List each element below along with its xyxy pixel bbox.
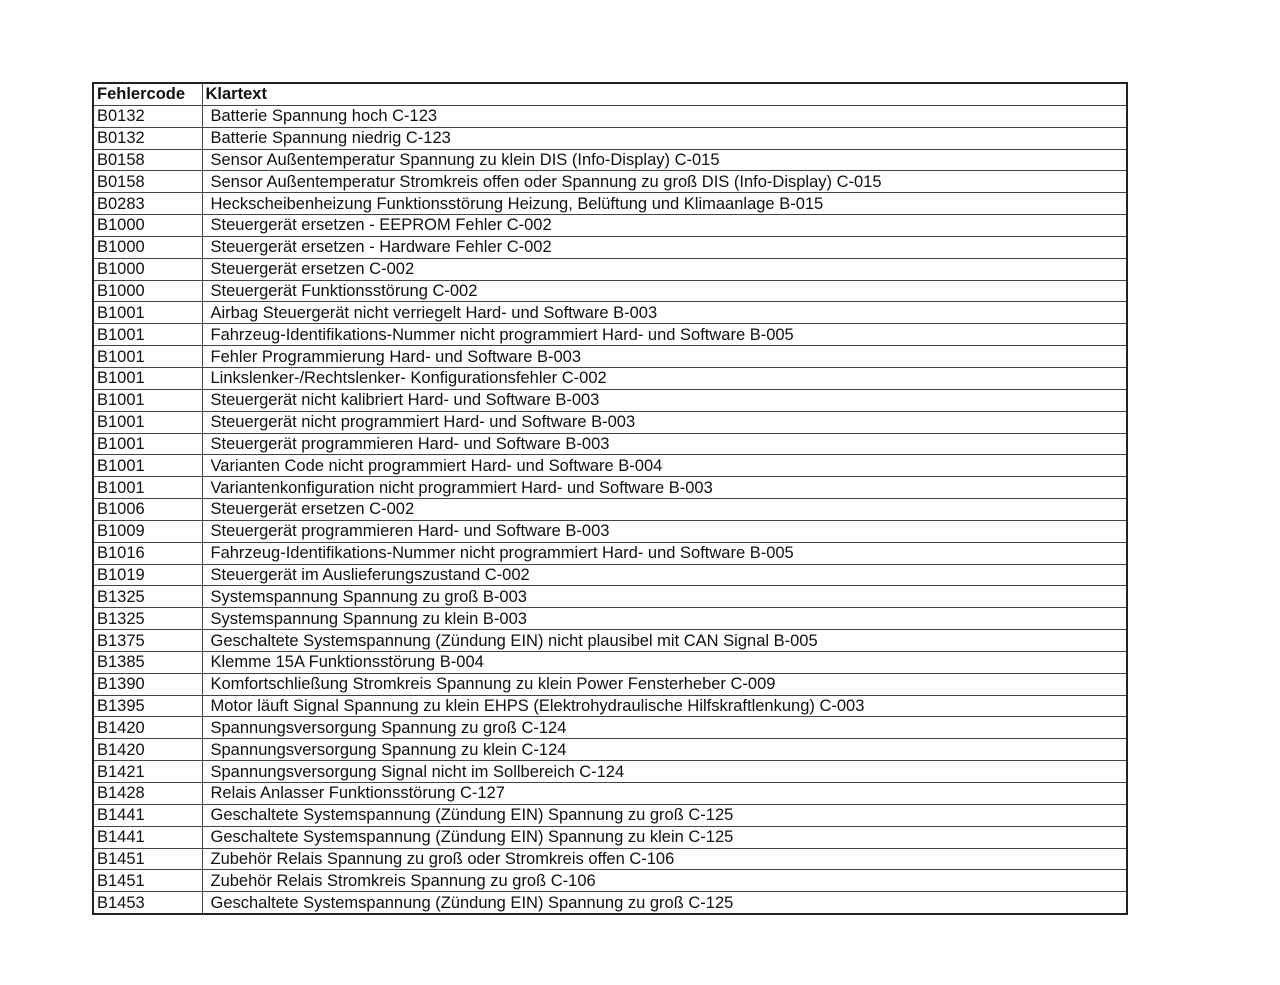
table-row (93, 695, 1127, 717)
fault-code-cell: B1441 (93, 804, 202, 826)
table-row (93, 542, 1127, 564)
table-row (93, 608, 1127, 630)
table-row (93, 804, 1127, 826)
table-row (93, 258, 1127, 280)
fault-code-cell: B0283 (93, 193, 202, 215)
table-row (93, 149, 1127, 171)
fault-code-cell: B1325 (93, 608, 202, 630)
fault-description-cell: Heckscheibenheizung Funktionsstörung Heizung, Belüftung und Klimaanlage B-015 (202, 193, 1127, 215)
table-row (93, 477, 1127, 499)
table-row (93, 892, 1127, 914)
header-klartext: Klartext (202, 83, 1127, 105)
fault-description-cell: Zubehör Relais Spannung zu groß oder Stromkreis offen C-106 (202, 848, 1127, 870)
table-row (93, 346, 1127, 368)
fault-code-cell: B1390 (93, 673, 202, 695)
fault-code-cell: B1001 (93, 389, 202, 411)
fault-code-cell: B1000 (93, 280, 202, 302)
fault-code-cell: B0158 (93, 171, 202, 193)
fault-code-cell: B1001 (93, 477, 202, 499)
table-row (93, 761, 1127, 783)
table-row (93, 630, 1127, 652)
fault-description-cell: Steuergerät ersetzen C-002 (202, 258, 1127, 280)
table-row (93, 651, 1127, 673)
fault-description-cell: Varianten Code nicht programmiert Hard- und Software B-004 (202, 455, 1127, 477)
fault-code-cell: B1451 (93, 848, 202, 870)
table-row (93, 324, 1127, 346)
fault-description-cell: Systemspannung Spannung zu groß B-003 (202, 586, 1127, 608)
fault-code-cell: B1001 (93, 433, 202, 455)
fault-code-cell: B1421 (93, 761, 202, 783)
fault-code-cell: B0158 (93, 149, 202, 171)
fault-code-cell: B0132 (93, 127, 202, 149)
fault-description-cell: Komfortschließung Stromkreis Spannung zu klein Power Fensterheber C-009 (202, 673, 1127, 695)
fault-description-cell: Spannungsversorgung Spannung zu groß C-124 (202, 717, 1127, 739)
fault-description-cell: Fahrzeug-Identifikations-Nummer nicht programmiert Hard- und Software B-005 (202, 542, 1127, 564)
fault-description-cell: Relais Anlasser Funktionsstörung C-127 (202, 783, 1127, 805)
table-row (93, 171, 1127, 193)
fault-description-cell: Fehler Programmierung Hard- und Software B-003 (202, 346, 1127, 368)
table-row (93, 499, 1127, 521)
table-row (93, 848, 1127, 870)
table-row (93, 127, 1127, 149)
table-row (93, 783, 1127, 805)
fault-description-cell: Steuergerät im Auslieferungszustand C-002 (202, 564, 1127, 586)
table-row (93, 455, 1127, 477)
fault-code-cell: B1001 (93, 411, 202, 433)
fault-code-cell: B1428 (93, 783, 202, 805)
fault-code-cell: B1019 (93, 564, 202, 586)
fault-description-cell: Variantenkonfiguration nicht programmiert Hard- und Software B-003 (202, 477, 1127, 499)
table-row (93, 673, 1127, 695)
table-row (93, 433, 1127, 455)
header-fehlercode: Fehlercode (93, 83, 202, 105)
table-row (93, 586, 1127, 608)
table-row (93, 280, 1127, 302)
fault-code-cell: B1001 (93, 302, 202, 324)
fault-code-cell: B1000 (93, 258, 202, 280)
table-row (93, 105, 1127, 127)
fault-description-cell: Motor läuft Signal Spannung zu klein EHPS (Elektrohydraulische Hilfskraftlenkung) C-003 (202, 695, 1127, 717)
fault-code-cell: B1441 (93, 826, 202, 848)
table-row (93, 739, 1127, 761)
fault-description-cell: Fahrzeug-Identifikations-Nummer nicht programmiert Hard- und Software B-005 (202, 324, 1127, 346)
fault-description-cell: Geschaltete Systemspannung (Zündung EIN) Spannung zu groß C-125 (202, 804, 1127, 826)
fault-description-cell: Steuergerät ersetzen - EEPROM Fehler C-002 (202, 215, 1127, 237)
fault-description-cell: Steuergerät programmieren Hard- und Software B-003 (202, 520, 1127, 542)
fault-code-cell: B1325 (93, 586, 202, 608)
fault-code-cell: B1000 (93, 215, 202, 237)
fault-code-cell: B1006 (93, 499, 202, 521)
fault-code-cell: B1001 (93, 367, 202, 389)
fault-code-cell: B1001 (93, 324, 202, 346)
fault-description-cell: Sensor Außentemperatur Spannung zu klein DIS (Info-Display) C-015 (202, 149, 1127, 171)
table-row (93, 564, 1127, 586)
fault-code-cell: B1420 (93, 717, 202, 739)
fault-code-cell: B1016 (93, 542, 202, 564)
fault-description-cell: Klemme 15A Funktionsstörung B-004 (202, 651, 1127, 673)
fault-code-cell: B1001 (93, 346, 202, 368)
fault-description-cell: Airbag Steuergerät nicht verriegelt Hard- und Software B-003 (202, 302, 1127, 324)
table-row (93, 367, 1127, 389)
fault-description-cell: Steuergerät nicht kalibriert Hard- und Software B-003 (202, 389, 1127, 411)
fault-code-cell: B1000 (93, 236, 202, 258)
fault-code-table (92, 82, 1128, 915)
table-row (93, 193, 1127, 215)
table-row (93, 302, 1127, 324)
fault-code-cell: B1453 (93, 892, 202, 914)
fault-description-cell: Spannungsversorgung Spannung zu klein C-124 (202, 739, 1127, 761)
fault-code-cell: B1009 (93, 520, 202, 542)
fault-description-cell: Sensor Außentemperatur Stromkreis offen oder Spannung zu groß DIS (Info-Display) C-015 (202, 171, 1127, 193)
table-row (93, 826, 1127, 848)
fault-code-cell: B1395 (93, 695, 202, 717)
table-row (93, 236, 1127, 258)
fault-code-cell: B1375 (93, 630, 202, 652)
table-body (93, 105, 1127, 914)
fault-code-cell: B0132 (93, 105, 202, 127)
table-row (93, 411, 1127, 433)
fault-code-cell: B1420 (93, 739, 202, 761)
fault-code-cell: B1001 (93, 455, 202, 477)
fault-description-cell: Geschaltete Systemspannung (Zündung EIN) Spannung zu groß C-125 (202, 892, 1127, 914)
fault-description-cell: Batterie Spannung niedrig C-123 (202, 127, 1127, 149)
fault-description-cell: Steuergerät ersetzen - Hardware Fehler C-002 (202, 236, 1127, 258)
table-row (93, 520, 1127, 542)
fault-description-cell: Geschaltete Systemspannung (Zündung EIN) Spannung zu klein C-125 (202, 826, 1127, 848)
fault-description-cell: Spannungsversorgung Signal nicht im Sollbereich C-124 (202, 761, 1127, 783)
header-row (93, 83, 1127, 105)
fault-description-cell: Steuergerät ersetzen C-002 (202, 499, 1127, 521)
table-row (93, 870, 1127, 892)
fault-code-cell: B1451 (93, 870, 202, 892)
fault-description-cell: Steuergerät programmieren Hard- und Software B-003 (202, 433, 1127, 455)
table-row (93, 389, 1127, 411)
fault-description-cell: Systemspannung Spannung zu klein B-003 (202, 608, 1127, 630)
fault-description-cell: Steuergerät Funktionsstörung C-002 (202, 280, 1127, 302)
fault-description-cell: Zubehör Relais Stromkreis Spannung zu groß C-106 (202, 870, 1127, 892)
fault-description-cell: Geschaltete Systemspannung (Zündung EIN) nicht plausibel mit CAN Signal B-005 (202, 630, 1127, 652)
fault-code-cell: B1385 (93, 651, 202, 673)
fault-description-cell: Batterie Spannung hoch C-123 (202, 105, 1127, 127)
table-row (93, 215, 1127, 237)
fault-description-cell: Steuergerät nicht programmiert Hard- und Software B-003 (202, 411, 1127, 433)
table-row (93, 717, 1127, 739)
fault-description-cell: Linkslenker-/Rechtslenker- Konfigurationsfehler C-002 (202, 367, 1127, 389)
